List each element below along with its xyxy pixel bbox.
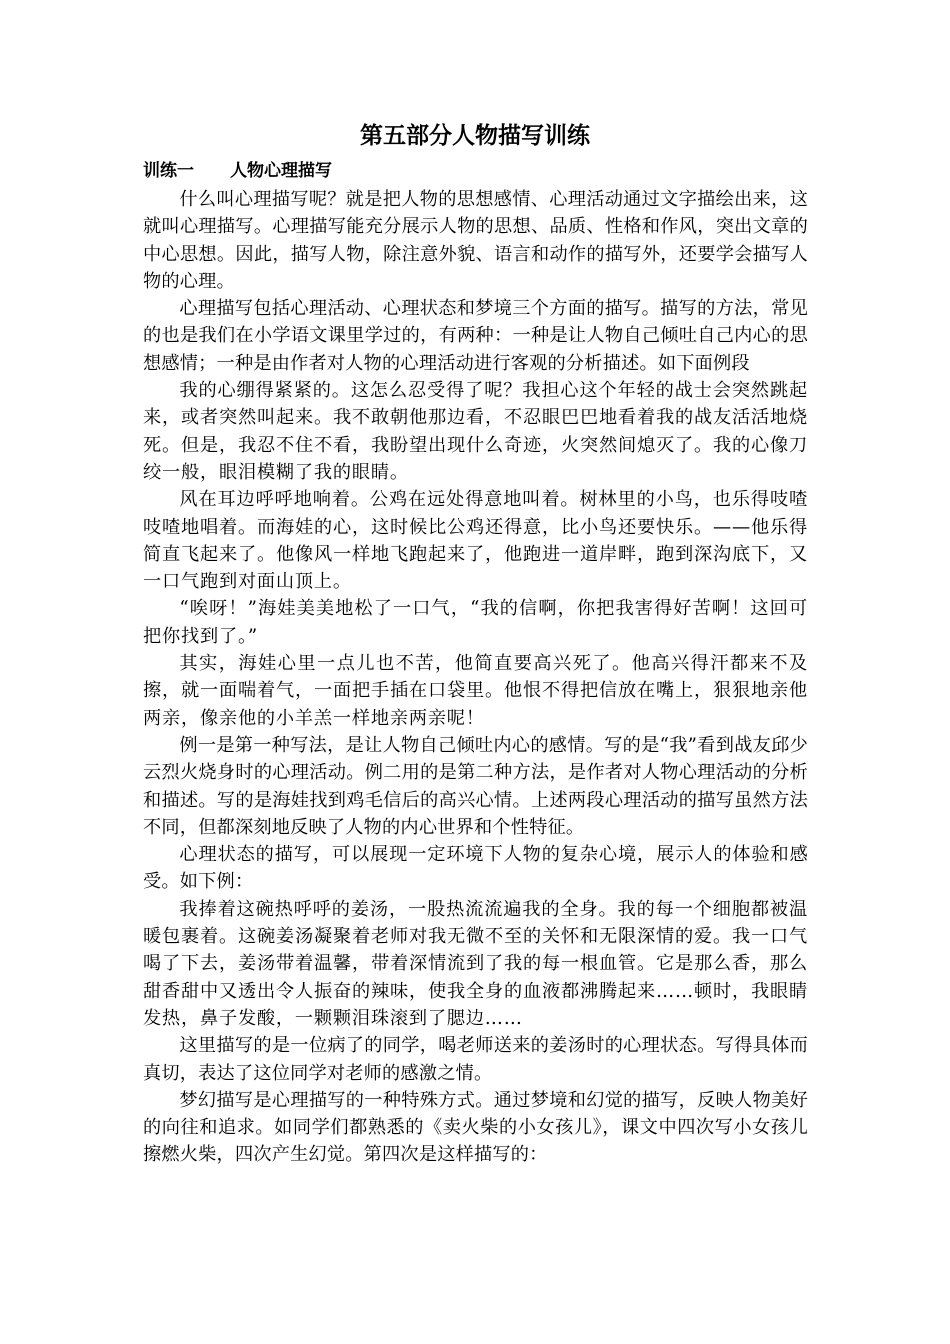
paragraph-state-analysis: 这里描写的是一位病了的同学，喝老师送来的姜汤时的心理状态。写得具体而真切，表达了这位同学对老师的感激之情。	[143, 1035, 808, 1084]
section-name: 人物心理描写	[230, 161, 332, 181]
paragraph-state: 心理状态的描写，可以展现一定环境下人物的复杂心境，展示人的体验和感受。如下例：	[143, 844, 808, 893]
paragraph-analysis: 例一是第一种写法，是让人物自己倾吐内心的感情。写的是“我”看到战友邱少云烈火烧身时的心理活动。例二用的是第二种方法，是作者对人物心理活动的分析和描述。写的是海娃找到鸡毛信后的高兴心情。上述两段心理活动的描写虽然方法不同，但都深刻地反映了人物的内心世界和个性特征。	[143, 734, 808, 838]
section-heading	[143, 158, 332, 184]
example-paragraph-2c: 其实，海娃心里一点儿也不苦，他简直要高兴死了。他高兴得汗都来不及擦，就一面喘着气，一面把手插在口袋里。他恨不得把信放在嘴上，狠狠地亲他两亲，像亲他的小羊羔一样地亲两亲呢！	[143, 653, 808, 729]
example-paragraph-1: 我的心绷得紧紧的。这怎么忍受得了呢？我担心这个年轻的战士会突然跳起来，或者突然叫起来。我不敢朝他那边看，不忍眼巴巴地看着我的战友活活地烧死。但是，我忍不住不看，我盼望出现什么奇迹，火突然间熄灭了。我的心像刀绞一般，眼泪模糊了我的眼睛。	[143, 380, 808, 483]
example-paragraph-3: 我捧着这碗热呼呼的姜汤，一股热流流遍我的全身。我的每一个细胞都被温暖包裹着。这碗姜汤凝聚着老师对我无微不至的关怀和无限深情的爱。我一口气喝了下去，姜汤带着温馨，带着深情流到了我的每一根血管。它是那么香，那么甜香甜中又透出令人振奋的辣味，使我全身的血液都沸腾起来……顿时，我眼睛发热，鼻子发酸，一颗颗泪珠滚到了腮边……	[143, 898, 808, 1029]
document-title: 第五部分人物描写训练	[360, 123, 590, 149]
section-label: 训练一	[143, 161, 194, 181]
paragraph-definition: 什么叫心理描写呢？就是把人物的思想感情、心理活动通过文字描绘出来，这就叫心理描写。心理描写能充分展示人物的思想、品质、性格和作风，突出文章的中心思想。因此，描写人物，除注意外貌、语言和动作的描写外，还要学会描写人物的心理。	[143, 189, 808, 292]
body-text	[143, 186, 808, 1169]
example-paragraph-2b: “唉呀！”海娃美美地松了一口气，“我的信啊，你把我害得好苦啊！这回可把你找到了。”	[143, 598, 808, 647]
paragraph-methods: 心理描写包括心理活动、心理状态和梦境三个方面的描写。描写的方法，常见的也是我们在小学语文课里学过的，有两种：一种是让人物自己倾吐自己内心的思想感情；一种是由作者对人物的心理活动进行客观的分析描述。如下面例段	[143, 298, 808, 374]
paragraph-dream: 梦幻描写是心理描写的一种特殊方式。通过梦境和幻觉的描写，反映人物美好的向往和追求。如同学们都熟悉的《卖火柴的小女孩儿》，课文中四次写小女孩儿擦燃火柴，四次产生幻觉。第四次是这样描写的：	[143, 1089, 808, 1166]
example-paragraph-2a: 风在耳边呼呼地响着。公鸡在远处得意地叫着。树林里的小鸟，也乐得吱喳吱喳地唱着。而海娃的心，这时候比公鸡还得意，比小鸟还要快乐。——他乐得简直飞起来了。他像风一样地飞跑起来了，他跑进一道岸畔，跑到深沟底下，又一口气跑到对面山顶上。	[143, 489, 808, 593]
